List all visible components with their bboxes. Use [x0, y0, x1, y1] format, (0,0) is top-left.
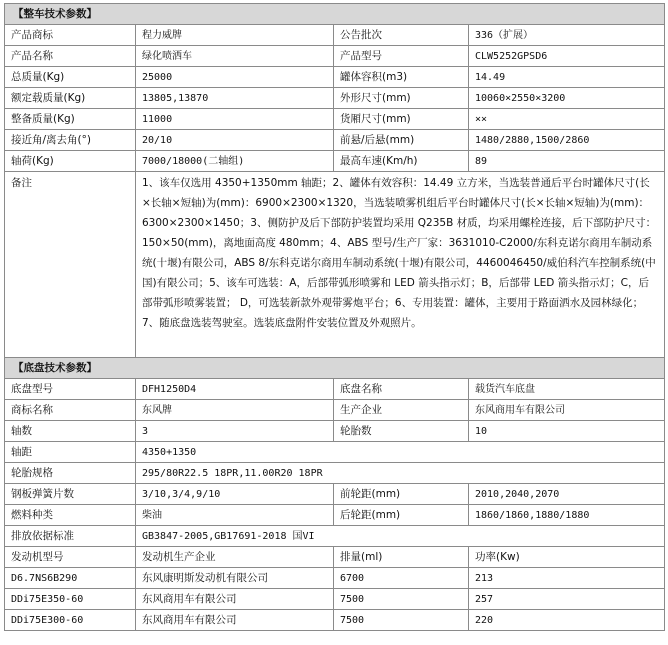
field-value: 10	[469, 421, 665, 442]
field-label: 燃料种类	[5, 505, 136, 526]
field-value: 295/80R22.5 18PR,11.00R20 18PR	[136, 463, 665, 484]
field-label: 排放依据标准	[5, 526, 136, 547]
field-value: 1480/2880,1500/2860	[469, 130, 665, 151]
field-value: 7000/18000(二轴组)	[136, 151, 334, 172]
engine-cell: 东风商用车有限公司	[136, 610, 334, 631]
field-value: 10060×2550×3200	[469, 88, 665, 109]
field-label: 轴荷(Kg)	[5, 151, 136, 172]
engine-column-header: 发动机生产企业	[136, 547, 334, 568]
field-label: 额定载质量(Kg)	[5, 88, 136, 109]
table-row	[5, 484, 665, 505]
table-row	[5, 46, 665, 67]
table-row	[5, 109, 665, 130]
section-header-row	[5, 4, 665, 25]
engine-row	[5, 610, 665, 631]
engine-cell: 220	[469, 610, 665, 631]
field-label: 钢板弹簧片数	[5, 484, 136, 505]
section-header-chassis: 【底盘技术参数】	[5, 358, 665, 379]
field-label: 底盘型号	[5, 379, 136, 400]
engine-cell: 213	[469, 568, 665, 589]
remarks-row	[5, 172, 665, 358]
field-label: 产品型号	[334, 46, 469, 67]
field-label: 接近角/离去角(°)	[5, 130, 136, 151]
field-label: 最高车速(Km/h)	[334, 151, 469, 172]
remarks-label: 备注	[5, 172, 136, 358]
field-label: 整备质量(Kg)	[5, 109, 136, 130]
table-row	[5, 400, 665, 421]
field-label: 轮胎规格	[5, 463, 136, 484]
engine-cell: D6.7NS6B290	[5, 568, 136, 589]
field-label: 轴数	[5, 421, 136, 442]
table-row	[5, 88, 665, 109]
field-label: 后轮距(mm)	[334, 505, 469, 526]
field-label: 外形尺寸(mm)	[334, 88, 469, 109]
table-row	[5, 25, 665, 46]
field-value: 东风牌	[136, 400, 334, 421]
field-value: 14.49	[469, 67, 665, 88]
field-value: 柴油	[136, 505, 334, 526]
field-value: 336（扩展）	[469, 25, 665, 46]
field-value: 89	[469, 151, 665, 172]
field-label: 货厢尺寸(mm)	[334, 109, 469, 130]
table-row	[5, 67, 665, 88]
field-value: 4350+1350	[136, 442, 665, 463]
field-label: 罐体容积(m3)	[334, 67, 469, 88]
field-label: 商标名称	[5, 400, 136, 421]
field-value: DFH1250D4	[136, 379, 334, 400]
field-value: 1860/1860,1880/1880	[469, 505, 665, 526]
field-label: 轴距	[5, 442, 136, 463]
field-value: CLW5252GPSD6	[469, 46, 665, 67]
vehicle-spec-table	[4, 3, 665, 631]
field-value: 3/10,3/4,9/10	[136, 484, 334, 505]
table-row	[5, 130, 665, 151]
engine-row	[5, 568, 665, 589]
field-label: 前轮距(mm)	[334, 484, 469, 505]
field-label: 公告批次	[334, 25, 469, 46]
table-row	[5, 505, 665, 526]
engine-column-header: 功率(Kw)	[469, 547, 665, 568]
field-value: 载货汽车底盘	[469, 379, 665, 400]
remarks-text: 1、该车仅选用 4350+1350mm 轴距；2、罐体有效容积：14.49 立方米，当选装普通后平台时罐体尺寸(长×长轴×短轴)为(mm)：6900×2300×1320，当选装喷雾机组后平台时罐体尺寸(长×长轴×短轴)为(mm)：6300×2300×1450；3、侧防护及后下部防护装置均采用 Q235B 材质，均采用螺栓连接，后下部防护尺寸：150×50(mm)，离地面高度 480mm；4、ABS 型号/生产厂家：3631010-C2000/东科克诺尔商用车制动系统(十堰)有限公司，ABS 8/东科克诺尔商用车制动系统(十堰)有限公司，4460046450/威伯科汽车控制系统(中国)有限公司；5、该车可选装：A，后部带弧形喷雾和 LED 箭头指示灯；B，后部带 LED 箭头指示灯；C，后部带弧形喷雾装置； D，可选装新款外观带雾炮平台；6、专用装置：罐体，主要用于路面洒水及园林绿化；7、随底盘选装驾驶室。选装底盘附件安装位置及外观照片。	[136, 172, 665, 358]
field-label: 生产企业	[334, 400, 469, 421]
field-value: GB3847-2005,GB17691-2018 国VI	[136, 526, 665, 547]
field-value: 13805,13870	[136, 88, 334, 109]
field-value: 25000	[136, 67, 334, 88]
field-label: 产品名称	[5, 46, 136, 67]
engine-row	[5, 589, 665, 610]
table-row	[5, 151, 665, 172]
engine-cell: 6700	[334, 568, 469, 589]
section-header-row	[5, 358, 665, 379]
table-row	[5, 442, 665, 463]
field-value: 东风商用车有限公司	[469, 400, 665, 421]
table-row	[5, 379, 665, 400]
field-label: 总质量(Kg)	[5, 67, 136, 88]
field-value: 20/10	[136, 130, 334, 151]
field-label: 产品商标	[5, 25, 136, 46]
field-value: 绿化喷洒车	[136, 46, 334, 67]
engine-cell: 7500	[334, 589, 469, 610]
engine-cell: 东风康明斯发动机有限公司	[136, 568, 334, 589]
field-value: 3	[136, 421, 334, 442]
field-label: 底盘名称	[334, 379, 469, 400]
table-row	[5, 421, 665, 442]
field-label: 轮胎数	[334, 421, 469, 442]
table-row	[5, 463, 665, 484]
engine-column-header: 发动机型号	[5, 547, 136, 568]
field-value: ××	[469, 109, 665, 130]
section-header-vehicle: 【整车技术参数】	[5, 4, 665, 25]
engine-cell: DDi75E300-60	[5, 610, 136, 631]
field-label: 前悬/后悬(mm)	[334, 130, 469, 151]
engine-header-row	[5, 547, 665, 568]
engine-cell: 东风商用车有限公司	[136, 589, 334, 610]
engine-cell: 257	[469, 589, 665, 610]
table-row	[5, 526, 665, 547]
field-value: 程力威牌	[136, 25, 334, 46]
engine-cell: 7500	[334, 610, 469, 631]
engine-column-header: 排量(ml)	[334, 547, 469, 568]
field-value: 11000	[136, 109, 334, 130]
field-value: 2010,2040,2070	[469, 484, 665, 505]
engine-cell: DDi75E350-60	[5, 589, 136, 610]
